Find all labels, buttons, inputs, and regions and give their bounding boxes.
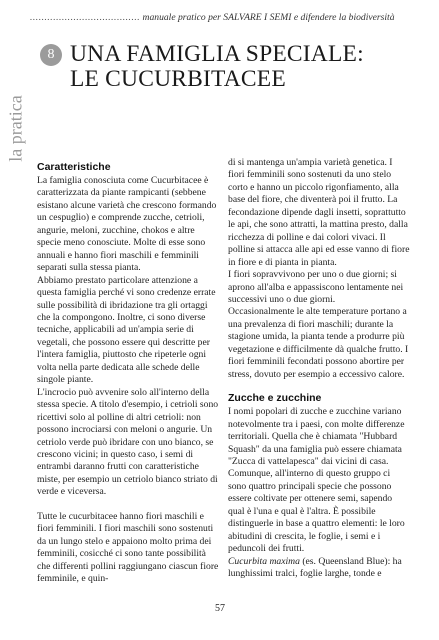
paragraph: Abbiamo prestato particolare attenzione a questa famiglia perché vi sono credenze errate sulle possibilità di ibridazione tra gli ortaggi che la compongono. Inoltre, ci sono diverse tecniche, applicabili ad un'ampia serie di vegetali, che possono essere qui descritte per l'intera famiglia, piuttosto che ripeterle ogni volta nella parte dedicata alle schede delle singole piante. bbox=[37, 274, 216, 386]
section-label: la pratica bbox=[5, 95, 26, 162]
paragraph: Comunque, all'interno di questo gruppo ci sono quattro principali specie che possono essere coltivate per ottenere semi, sapendo qual è l'una e qual è l'altra. È possibile distinguerle in base a quattro elementi: le loro abitudini di crescita, le foglie, i semi e i peduncoli dei frutti. bbox=[228, 468, 405, 555]
species-name: Cucurbita maxima bbox=[228, 555, 300, 567]
paragraph bbox=[228, 556, 410, 581]
left-column bbox=[37, 161, 219, 586]
chapter-number-badge: 8 bbox=[40, 44, 62, 66]
header-dots: ...................................... bbox=[30, 12, 141, 23]
paragraph: La famiglia conosciuta come Cucurbitacee è caratterizzata da piante rampicanti (sebbene esistano alcune varietà che crescono formando un cespuglio) e comprende zucche, cetrioli, angurie, meloni, zucchine, chokos e altre specie meno conosciute. Molte di esse sono annuali e hanno fiori maschili e femminili separati sulla stessa pianta. bbox=[37, 175, 217, 274]
chapter-title-line-2: LE CUCURBITACEE bbox=[70, 66, 286, 92]
right-column bbox=[228, 157, 410, 581]
chapter-title bbox=[70, 42, 430, 92]
paragraph: Tutte le cucurbitacee hanno fiori maschili e fiori femminili. I fiori maschili sono sostenuti da un lungo stelo e appaiono molto prima dei femminili, cosicché ci sono tante possibilità che differenti pollini raggiungano ciascun fiore femminile, e quin- bbox=[37, 510, 219, 585]
paragraph: di si mantenga un'ampia varietà genetica. I fiori femminili sono sostenuti da uno stelo corto e hanno un piccolo rigonfiamento, alla base del fiore, che diventerà poi il frutto. La fecondazione dipende dagli insetti, soprattutto le api, che sono attratti, la mattina presto, dalla ricchezza di polline e dai colori vivaci. Il polline si attacca alle api ed esse vanno di fiore in fiore e di pianta in pianta. bbox=[228, 157, 410, 268]
section-heading-zucche: Zucche e zucchine bbox=[228, 392, 322, 405]
paragraph: Occasionalmente le alte temperature portano a una prevalenza di fiori maschili; durante la stagione umida, la pianta tende a produrre più vegetazione e difficilmente dà qualche frutto. I fiori femminili fecondati possono abortire per stress, dovuto per esempio a eccessivo calore. bbox=[228, 306, 409, 380]
paragraph: L'incrocio può avvenire solo all'interno della stessa specie. A titolo d'esempio, i cetrioli sono ricettivi solo al polline di altri cetrioli: non possono incrociarsi con meloni o angurie. Un cetriolo verde può ibridare con uno bianco, se crescono vicini; in questo caso, i semi di entrambi daranno frutti con caratteristiche miste, per esempio un cetriolo bianco striato di verde e viceversa. bbox=[37, 386, 219, 498]
page-number: 57 bbox=[215, 603, 225, 614]
section-side-tab bbox=[6, 88, 26, 168]
section-heading-caratteristiche: Caratteristiche bbox=[37, 161, 111, 173]
header-text: manuale pratico per SALVARE I SEMI e difendere la biodiversità bbox=[142, 12, 395, 23]
paragraph-text: (es. Queensland Blue): ha lunghissimi tralci, foglie larghe, tonde e bbox=[228, 555, 402, 580]
paragraph: I fiori sopravvivono per uno o due giorni; si aprono all'alba e appassiscono lentamente nei successivi uno o due giorni. bbox=[228, 269, 404, 305]
chapter-title-line-1: UNA FAMIGLIA SPECIALE: bbox=[70, 41, 364, 67]
paragraph: I nomi popolari di zucche e zucchine variano notevolmente tra i paesi, con molte differenze territoriali. Quella che è chiamata "Hubbard Squash" da una famiglia può essere chiamata "Zucca di vattelapesca" dai vicini di casa. bbox=[228, 406, 405, 467]
running-header bbox=[30, 12, 425, 26]
